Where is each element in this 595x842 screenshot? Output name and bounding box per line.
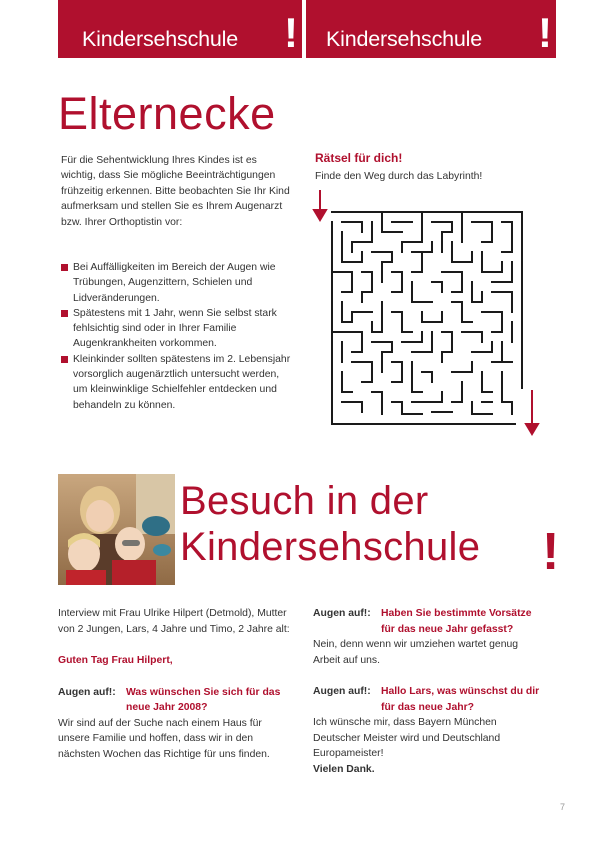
section-title-line1: Besuch in der [180,479,429,523]
interview-question [313,684,545,715]
interview-question [58,685,296,716]
bullet-square-icon [61,310,68,317]
interview-qa-3 [313,684,545,777]
bullet-square-icon [61,264,68,271]
interview-label: Augen auf!: [58,686,116,698]
interview-question [313,606,545,637]
bullet-text: Kleinkinder sollten spätestens im 2. Lebensjahr vorsorglich augenärztlich untersucht werden, um kleinwinklige Schielfehler entdecken und behandeln zu können. [73,353,291,411]
section-title-exclaim: ! [542,523,560,581]
maze-exit-arrow-icon [526,390,538,434]
bullet-text: Spätestens mit 1 Jahr, wenn Sie selbst stark fehlsichtig sind oder in Ihrer Familie Augenkrankheiten vorkommen. [73,307,277,350]
puzzle-subtitle: Finde den Weg durch das Labyrinth! [315,171,483,182]
interview-column-right [313,606,545,777]
section-title-elternecke: Elternecke [58,88,276,139]
page-number: 7 [560,802,566,812]
family-photo [58,474,175,585]
bullet-item [61,352,296,413]
section-title-line2: Kindersehschule [180,525,481,569]
bullet-list [61,260,296,413]
maze-labyrinth [310,188,542,438]
header-tab-right-label: Kindersehschule [326,27,482,51]
bullet-square-icon [61,356,68,363]
puzzle-title: Rätsel für dich! [315,151,403,165]
interview-question-text: Hallo Lars, was wünschst du dir für das neue Jahr? [381,686,540,713]
header-tab-right-exclaim: ! [538,9,552,56]
interview-answer: Ich wünsche mir, dass Bayern München Deutscher Meister wird und Deutschland Europameister! [313,717,501,759]
interview-answer: Wir sind auf der Suche nach einem Haus für unsere Familie und hoffen, dass wir in den nächsten Wochen das Richtige für uns finden. [58,717,270,760]
interview-column-left [58,606,296,762]
family-photo-image [58,474,175,585]
header-tab-right [306,0,556,58]
header-tab-left-label: Kindersehschule [82,27,238,51]
maze-entry-arrow-icon [314,190,326,220]
interview-intro: Interview mit Frau Ulrike Hilpert (Detmold), Mutter von 2 Jungen, Lars, 4 Jahre und Timo, 2 Jahre alt: [58,608,290,635]
bullet-text: Bei Auffälligkeiten im Bereich der Augen wie Trübungen, Augenzittern, Schielen und Lidveränderungen. [73,262,276,304]
interview-label: Augen auf!: [313,608,371,619]
interview-answer: Nein, denn wenn wir umziehen wartet genug Arbeit auf uns. [313,639,519,666]
header-tab-left-exclaim: ! [284,9,298,56]
interview-label: Augen auf!: [313,686,371,697]
intro-paragraph: Für die Sehentwicklung Ihres Kindes ist es wichtig, dass Sie mögliche Beeinträchtigungen frühzeitig erkennen. Bitte beobachten Sie Ihr Kind aufmerksam und stellen Sie es Ihrem Augenarzt bzw. Ihrer Orthoptistin vor: [61,155,290,228]
bullet-item [61,306,296,352]
interview-question-text: Haben Sie bestimmte Vorsätze für das neue Jahr gefasst? [381,608,532,635]
interview-closing: Vielen Dank. [313,763,375,775]
interview-qa-1 [58,685,296,763]
interview-question-text: Was wünschen Sie sich für das neue Jahr 2008? [126,686,281,713]
section-title-besuch [180,478,560,581]
header-tab-left [58,0,302,58]
bullet-item [61,260,296,306]
interview-qa-2 [313,606,545,668]
interview-greeting: Guten Tag Frau Hilpert, [58,655,173,666]
